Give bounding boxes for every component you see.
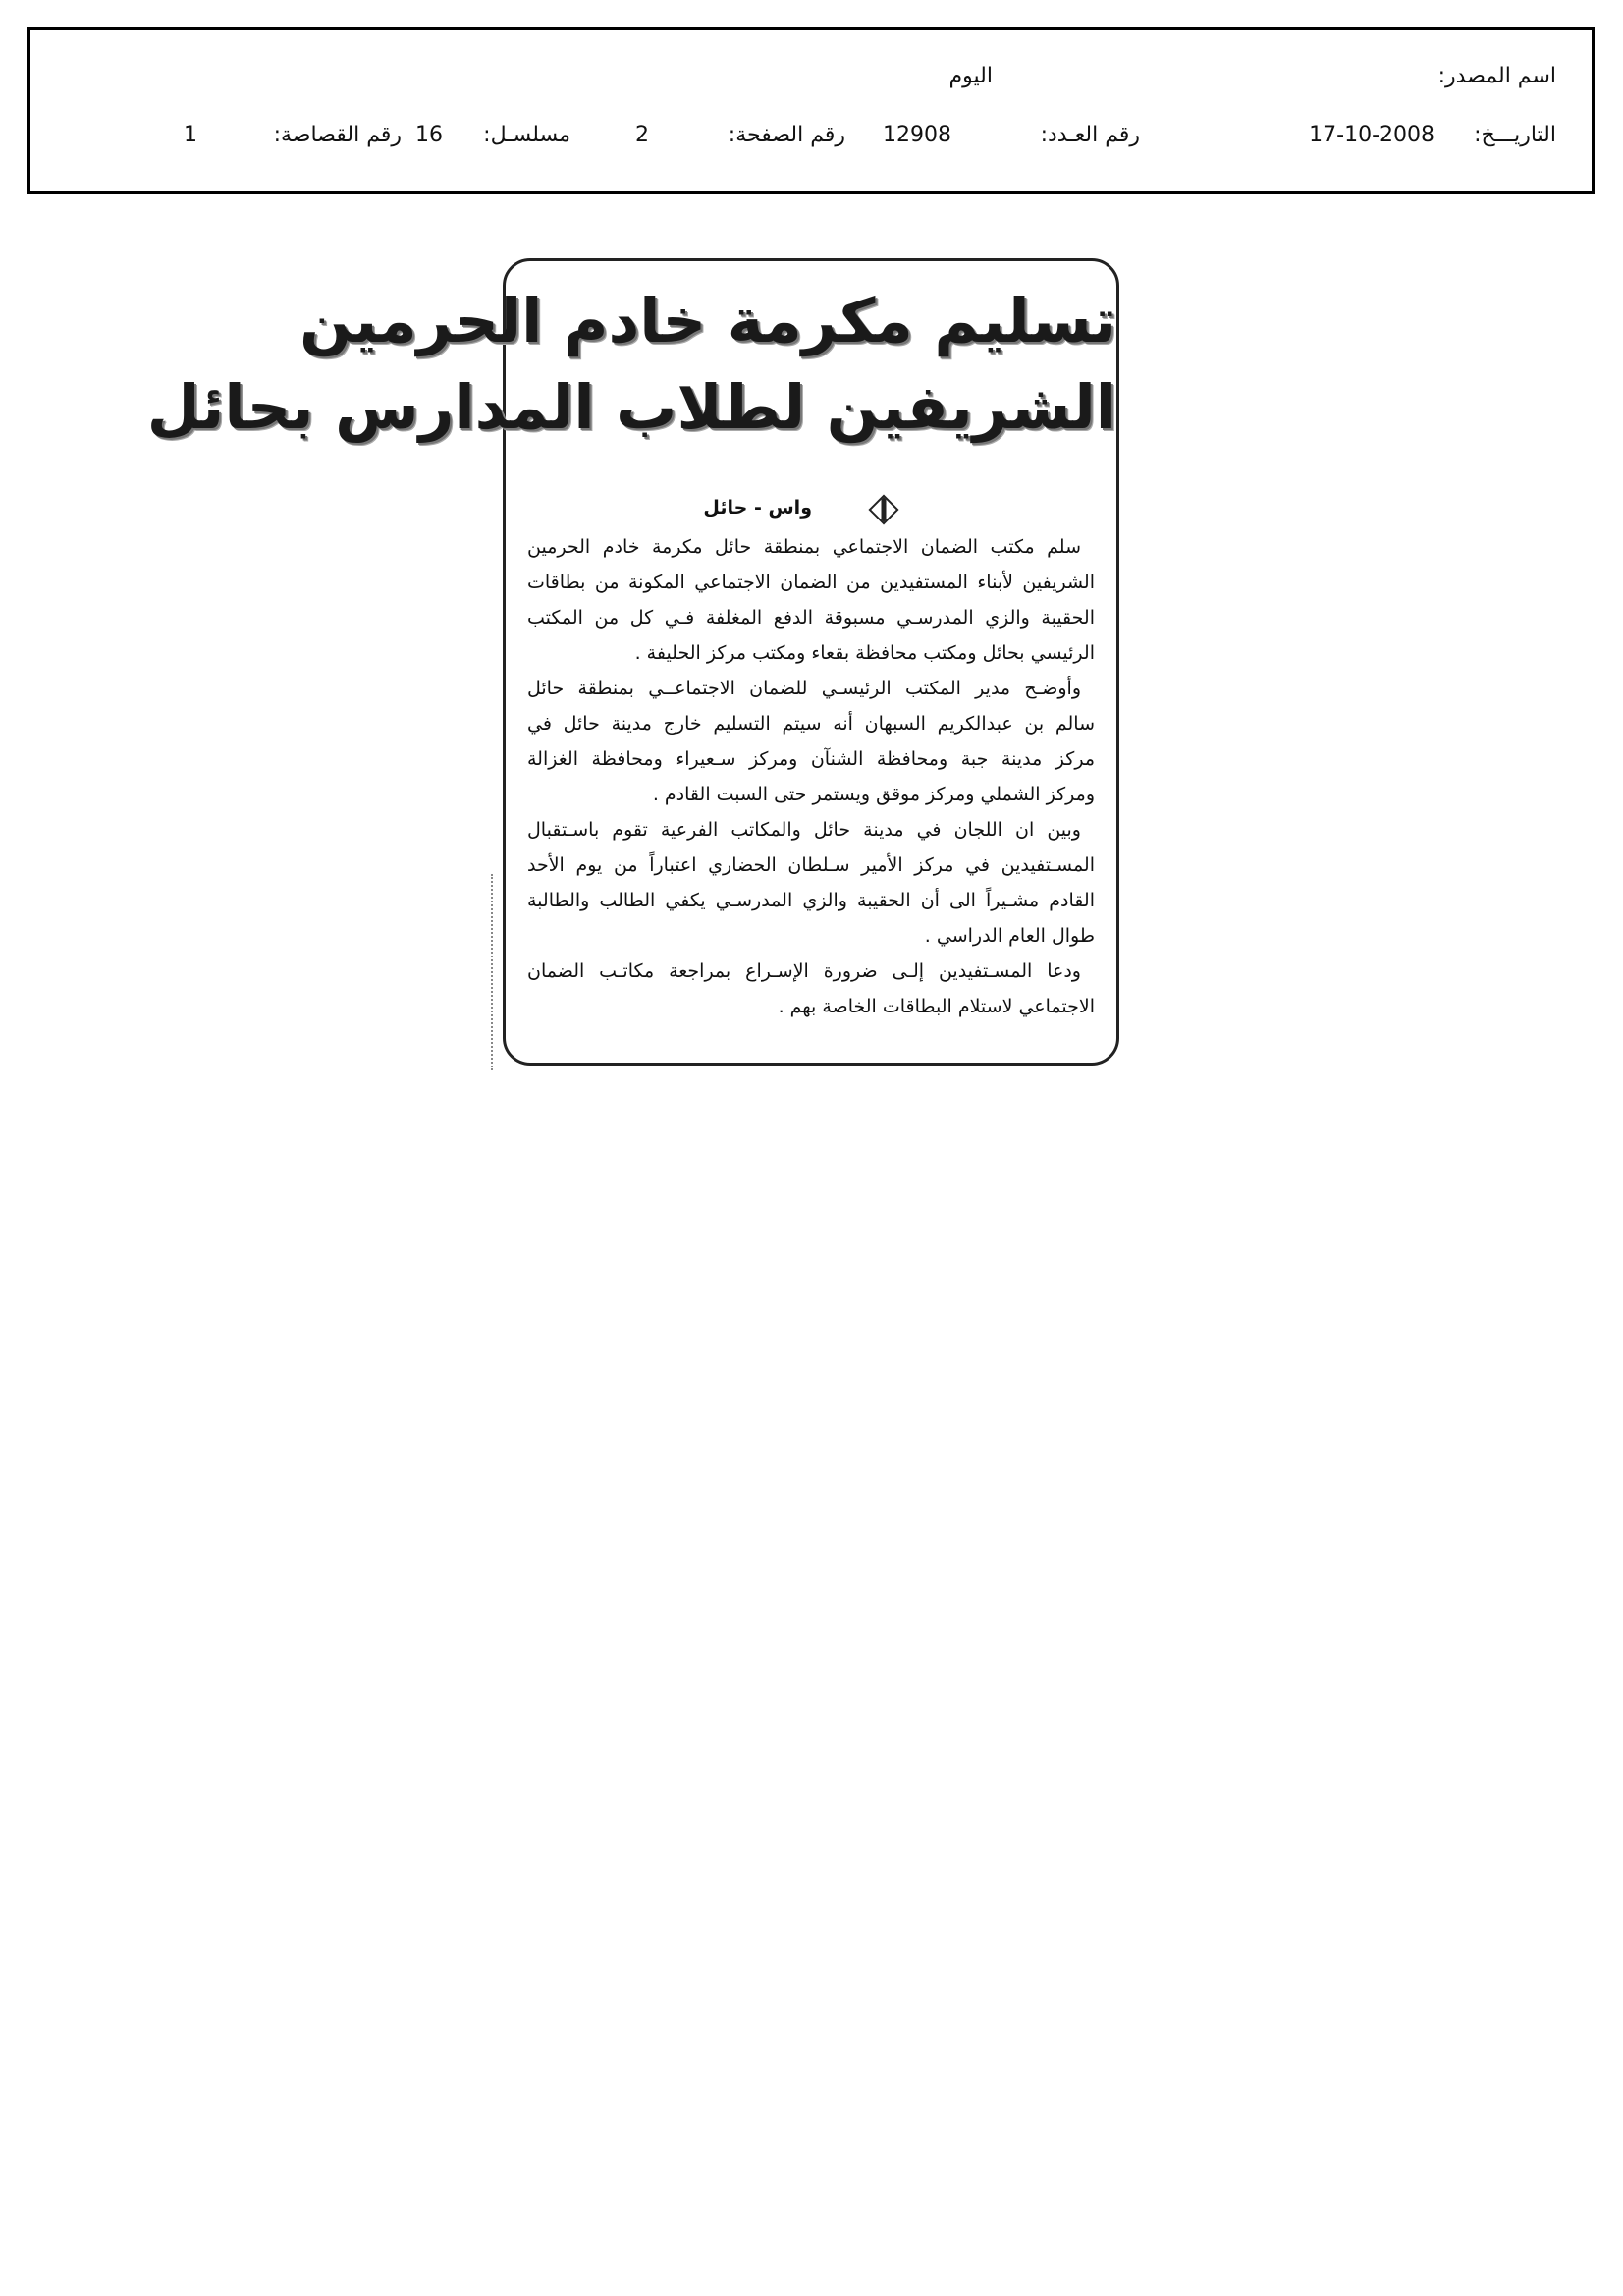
- newspaper-clipping: [146, 258, 1119, 1066]
- clipping-metadata-box: [27, 27, 1595, 194]
- body-line: الشريفين لأبناء المستفيدين من الضمان الاجتماعي المكونة من بطاقات: [527, 572, 1095, 593]
- agency-logo-icon: [868, 494, 898, 524]
- byline: واس - حائل: [703, 497, 812, 519]
- date-label: التاريـــخ:: [1474, 123, 1556, 147]
- clip-value: 1: [184, 123, 197, 147]
- headline-line-1: تسليم مكرمة خادم الحرمين: [299, 285, 1116, 356]
- body-line: المسـتفيدين في مركز الأمير سـلطان الحضاري اعتباراً من يوم الأحد: [527, 854, 1095, 876]
- serial-value: 16: [415, 123, 443, 147]
- body-line: طوال العام الدراسي .: [924, 925, 1095, 947]
- headline-line-2: الشريفين لطلاب المدارس بحائل: [146, 371, 1116, 443]
- date-value: 17-10-2008: [1309, 123, 1434, 147]
- page-label: رقم الصفحة:: [728, 123, 845, 147]
- page-value: 2: [635, 123, 649, 147]
- crop-edge-mark: [491, 874, 493, 1070]
- body-line: ودعا المسـتفيدين إلـى ضرورة الإسـراع بمراجعة مكاتـب الضمان: [527, 960, 1081, 982]
- body-line: الحقيبة والزي المدرسـي مسبوقة الدفع المغلفة فـي كل من المكتب: [527, 607, 1095, 629]
- body-line: وبين ان اللجان في مدينة حائل والمكاتب الفرعية تقوم باسـتقبال: [527, 819, 1081, 841]
- issue-label: رقم العـدد:: [1040, 123, 1140, 147]
- body-line: الرئيسي بحائل ومكتب محافظة بقعاء ومكتب مركز الحليفة .: [634, 642, 1095, 664]
- clip-label: رقم القصاصة:: [273, 123, 402, 147]
- body-line: وأوضـح مدير المكتب الرئيسـي للضمان الاجتماعــي بمنطقة حائل: [527, 678, 1081, 699]
- body-line: ومركز الشملي ومركز موقق ويستمر حتى السبت القادم .: [652, 784, 1095, 805]
- body-line: سلم مكتب الضمان الاجتماعي بمنطقة حائل مكرمة خادم الحرمين: [527, 536, 1081, 558]
- body-line: القادم مشـيراً الى أن الحقيبة والزي المدرسـي يكفي الطالب والطالبة: [527, 890, 1095, 911]
- source-value: اليوم: [948, 64, 993, 88]
- issue-value: 12908: [883, 123, 951, 147]
- source-label: اسم المصدر:: [1437, 64, 1556, 88]
- body-line: سالم بن عبدالكريم السبهان أنه سيتم التسليم خارج مدينة حائل في: [527, 713, 1095, 735]
- body-line: مركز مدينة جبة ومحافظة الشنآن ومركز سـعيراء ومحافظة الغزالة: [527, 748, 1095, 770]
- body-line: الاجتماعي لاستلام البطاقات الخاصة بهم .: [778, 996, 1095, 1017]
- serial-label: مسلسـل:: [483, 123, 570, 147]
